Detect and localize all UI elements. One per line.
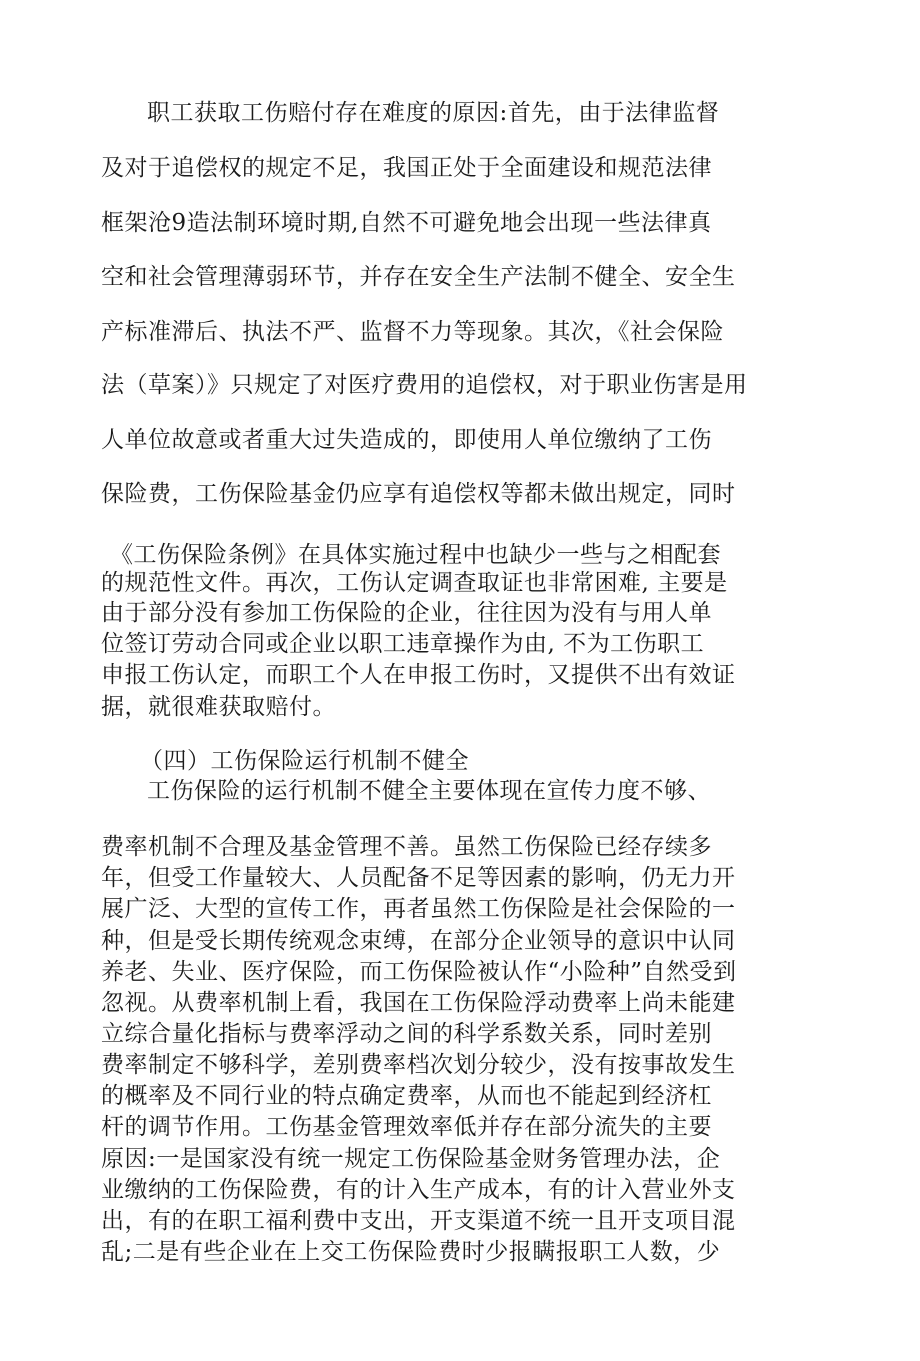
text-line: 位签订劳动合同或企业以职工违章操作为由, 不为工伤职工 (101, 631, 705, 657)
text-line: 产标准滞后、执法不严、监督不力等现象。其次，《社会保险 (101, 319, 724, 345)
text-line: 杆的调节作用。工伤基金管理效率低并存在部分流失的主要 (101, 1114, 712, 1140)
text-line: 养老、失业、医疗保险，而工伤保险被认作“小险种”自然受到 (101, 959, 737, 985)
text-line: 法（草案）》只规定了对医疗费用的追偿权，对于职业伤害是用 (101, 372, 748, 398)
text-line: 工伤保险的运行机制不健全主要体现在宣传力度不够、 (147, 778, 711, 804)
text-line: 原因:一是国家没有统一规定工伤保险基金财务管理办法，企 (101, 1146, 721, 1172)
text-line: 种，但是受长期传统观念束缚，在部分企业领导的意识中认同 (101, 928, 736, 954)
section-heading: （四）工伤保险运行机制不健全 (140, 748, 469, 774)
text-line: 的规范性文件。再次，工伤认定调查取证也非常困难, 主要是 (101, 570, 728, 596)
text-line: 费率制定不够科学，差别费率档次划分较少，没有按事故发生 (101, 1052, 736, 1078)
text-line: 业缴纳的工伤保险费，有的计入生产成本，有的计入营业外支 (101, 1177, 736, 1203)
text-line: 框架沧9造法制环境时期,自然不可避免地会出现一些法律真 (101, 210, 712, 236)
text-line: 空和社会管理薄弱环节，并存在安全生产法制不健全、安全生 (101, 264, 736, 290)
text-line: 乱;二是有些企业在上交工伤保险费时少报瞒报职工人数，少 (101, 1239, 721, 1265)
text-line: 费率机制不合理及基金管理不善。虽然工伤保险已经存续多 (101, 834, 712, 860)
text-line: 人单位故意或者重大过失造成的，即使用人单位缴纳了工伤 (101, 427, 712, 453)
text-line: 保险费，工伤保险基金仍应享有追偿权等都未做出规定，同时 (101, 481, 736, 507)
text-line: 由于部分没有参加工伤保险的企业，往往因为没有与用人单 (101, 600, 712, 626)
text-line: 及对于追偿权的规定不足，我国正处于全面建设和规范法律 (101, 155, 712, 181)
text-line: 出，有的在职工福利费中支出，开支渠道不统一且开支项目混 (101, 1208, 736, 1234)
text-line: 立综合量化指标与费率浮动之间的科学系数关系，同时差别 (101, 1021, 712, 1047)
text-line: 展广泛、大型的宣传工作，再者虽然工伤保险是社会保险的一 (101, 896, 736, 922)
text-line: 的概率及不同行业的特点确定费率，从而也不能起到经济杠 (101, 1083, 712, 1109)
text-line: 《工伤保险条例》在具体实施过程中也缺少一些与之相配套 (110, 542, 721, 568)
text-line: 据，就很难获取赔付。 (101, 694, 336, 720)
text-line: 年，但受工作量较大、人员配备不足等因素的影响，仍无力开 (101, 865, 736, 891)
text-line: 忽视。从费率机制上看，我国在工伤保险浮动费率上尚未能建 (101, 990, 736, 1016)
text-line: 申报工伤认定，而职工个人在申报工伤时，又提供不出有效证 (101, 662, 736, 688)
text-line: 职工获取工伤赔付存在难度的原因:首先，由于法律监督 (147, 100, 720, 126)
